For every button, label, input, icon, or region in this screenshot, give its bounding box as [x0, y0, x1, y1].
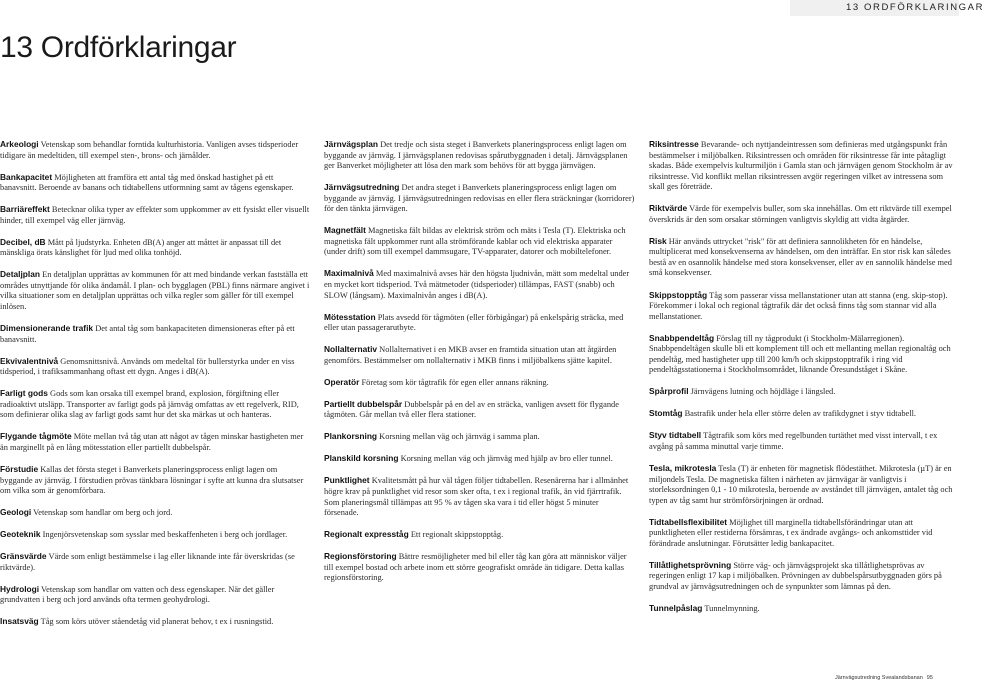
glossary-term: Dimensionerande trafik [0, 323, 94, 334]
glossary-definition: Värde för exempelvis buller, som ska innehållas. Om ett riktvärde till exempel överskrids är den som orsakar störningen vanligtvis skyldig att vidta åtgärder. [649, 204, 952, 224]
glossary-entry [649, 290, 955, 323]
glossary-definition: Ett regionalt skippstopptåg. [410, 530, 504, 540]
glossary-entry [649, 203, 955, 225]
glossary-definition: Tåg som körs utöver ståendetåg vid planerat behov, t ex i rusningstid. [40, 617, 274, 627]
glossary-entry [0, 269, 310, 312]
glossary-definition: Bastrafik under hela eller större delen av trafikdygnet i styv tidtabell. [684, 409, 916, 419]
glossary-entry [324, 344, 635, 366]
glossary-definition: Större väg- och järnvägsprojekt ska tillåtlighetsprövas av regeringen enligt 17 kap i miljöbalken. Prövningen av dubbelspårsutbyggnaden görs på grundval av järnvägsutredningen och de synpunkter som lämnas på den. [649, 560, 942, 591]
glossary-entry [649, 236, 955, 279]
glossary-definition: Genomsnittsnivå. Används om medeltal för bullerstyrka under en viss tidsperiod, i trafiksammanhang oftast ett dygn. Anges i dB(A). [0, 356, 295, 377]
glossary-entry [649, 386, 955, 398]
glossary-term: Plankorsning [324, 431, 378, 442]
glossary-term: Barriäreffekt [0, 204, 50, 215]
glossary-definition: Möjligheten att framföra ett antal tåg med önskad hastighet på ett banavsnitt. Beroende av banans och tidtabellens utformning samt av tågens egenskaper. [0, 172, 294, 193]
glossary-entry [324, 529, 635, 541]
page-footer [835, 675, 959, 681]
glossary-entry [0, 388, 310, 421]
glossary-term: Regionsförstoring [324, 551, 397, 562]
glossary-entry [324, 475, 635, 518]
glossary-term: Tidtabellsflexibilitet [649, 516, 728, 527]
glossary-entry [324, 182, 635, 215]
glossary-term: Decibel, dB [0, 236, 46, 247]
glossary-term: Nollalternativ [324, 344, 378, 355]
glossary-entry [324, 312, 635, 334]
glossary-definition: Vetenskap som behandlar forntida kulturhistoria. Vanligen avses tidsperioder tidigare än medeltiden, till exempel sten-, brons- och järnålder. [0, 140, 299, 160]
glossary-entry [324, 453, 635, 465]
glossary-entry [649, 408, 955, 420]
glossary-definition: Det andra steget i Banverkets planeringsprocess enligt lagen om byggande av järnväg. I järnvägsutredningen redovisas en eller flera sträckningar (korridorer) för den tänkta järnvägen. [324, 183, 635, 214]
glossary-entry [649, 333, 955, 376]
glossary-entry [0, 172, 310, 194]
glossary-term: Tesla, mikrotesla [649, 463, 717, 474]
glossary-entry [0, 431, 310, 453]
running-header: 13 ORDFÖRKLARINGAR [790, 0, 959, 16]
glossary-entry [0, 204, 310, 226]
glossary-definition: Med maximalnivå avses här den högsta ljudnivån, mätt som medeltal under en mycket kort tidsperiod. Två mätmetoder (tidsperioder) tillämpas, FAST (snabb) och SLOW (långsam). Maximalnivån anges i dB(A). [324, 269, 630, 300]
glossary-definition: Dubbelspår på en del av en sträcka, vanligen avsett för flygande tågmöten. Går mellan två eller flera stationer. [324, 399, 619, 420]
glossary-entry [0, 529, 310, 541]
glossary-term: Flygande tågmöte [0, 431, 72, 442]
glossary-definition: Mått på ljudstyrka. Enheten dB(A) anger att måttet är anpassat till det mänskliga örats känslighet för ljud med olika tonhöjd. [0, 237, 282, 258]
glossary-entry [0, 237, 310, 259]
glossary-term: Punktlighet [324, 475, 370, 486]
glossary-definition: Möjlighet till marginella tidtabellsförändringar utan att punktligheten eller restiderna försämras, t ex ändrade avgångs- och ankomsttider vid förändrade anslutningar. Förutsätter ledig bankapacitet. [649, 517, 933, 548]
glossary-definition: Vetenskap som handlar om berg och jord. [33, 508, 173, 518]
glossary-definition: Det tredje och sista steget i Banverkets planeringsprocess enligt lagen om byggande av järnväg. I järnvägsplanen redovisas spårutbyggnaden i detalj. Järnvägsplanen ger Banverket möjligheter att lösa den mark som behövs för att bygga järnvägen. [324, 140, 628, 171]
glossary-entry [649, 560, 955, 593]
glossary-definition: Nollalternativet i en MKB avser en framtida situation utan att åtgärden genomförs. Bestämmelser om nollalternativ i MKB finns i miljöbalkens sjätte kapitel. [324, 345, 617, 365]
glossary-term: Insatsväg [0, 616, 39, 627]
glossary-term: Mötesstation [324, 311, 376, 322]
glossary-definition: Bättre resmöjligheter med bil eller tåg kan göra att människor väljer till exempel bostad och arbete inom ett större geografiskt område än tidigare. Detta kallas regionsförstoring. [324, 552, 627, 583]
glossary-entry [649, 463, 955, 506]
glossary-entry [649, 517, 955, 550]
glossary-definition: Bevarande- och nyttjandeintressen som definieras med utgångspunkt från bestämmelser i miljöbalken. Riksintressen och områden för riksintresse får inte påtagligt skadas. Både exempelvis kulturmiljön i Gamla stan och järnvägen genom Stockholm är av riksintresse. Vid konflikt mellan riksintressen avgör regeringen vilket av intressena som skall ges företräde. [649, 140, 953, 192]
glossary-term: Spårprofil [649, 386, 689, 397]
glossary-term: Ekvivalentnivå [0, 355, 59, 366]
glossary-definition: Magnetiska fält bildas av elektrisk ström och mäts i Tesla (T). Elektriska och magnetiska fält uppkommer runt alla strömförande kablar och vid elektriska apparater (under drift) som till exempel dammsugare, TV-apparater, datorer och mobiltelefoner. [324, 226, 626, 257]
glossary-definition: Tunnelmynning. [704, 604, 760, 613]
glossary-term: Risk [649, 235, 667, 246]
glossary-definition: Värde som enligt bestämmelse i lag eller liknande inte får överskridas (se riktvärde). [0, 552, 295, 572]
glossary-definition: Korsning mellan väg och järnväg i samma plan. [379, 432, 540, 442]
glossary-term: Snabbpendeltåg [649, 332, 715, 343]
glossary-entry [0, 356, 310, 378]
glossary-definition: Här används uttrycket "risk" för att definiera sannolikheten för en händelse, multiplicerat med konsekvenserna av händelsen, om den inträffar. En stor risk kan således bestå av en osannolik händelse med stora konsekvenser, eller av en sannolik händelse med små konsekvenser. [649, 236, 952, 278]
glossary-term: Tunnelpåslag [649, 603, 703, 613]
glossary-definition: Tågtrafik som körs med regelbunden turtäthet med visst intervall, t ex avgång på samma minuttal varje timme. [649, 431, 938, 451]
glossary-term: Riksintresse [649, 139, 699, 149]
glossary-term: Geoteknik [0, 529, 41, 540]
glossary-entry [324, 268, 635, 301]
glossary-entry [324, 431, 635, 443]
glossary-entry [0, 139, 310, 161]
glossary-entry [649, 139, 955, 193]
glossary-definition: Gods som kan orsaka till exempel brand, explosion, förgiftning eller radioaktivt utsläpp. Transporter av farligt gods på järnväg omfattas av ett regelverk, RID, som definierar olika slag av farligt gods samt hur det ska märkas ut och hanteras. [0, 389, 299, 420]
glossary-entry [0, 616, 310, 628]
glossary-term: Bankapacitet [0, 171, 53, 182]
glossary-term: Hydrologi [0, 583, 40, 594]
glossary-term: Tillåtlighetsprövning [649, 559, 732, 570]
glossary-definition: Förslag till ny tågprodukt (i Stockholm-Mälarregionen). Snabbpendeltågen skulle bli ett komplement till och ett mellanting mellan regionaltåg och pendeltåg, med hastigheter upp till 200 km/h och skippstopptrafik i ring vid pendeltågsstationerna i Stockholmsområdet, liknande Öresundståget i Skåne. [649, 333, 951, 375]
glossary-definition: Betecknar olika typer av effekter som uppkommer av ett fysiskt eller visuellt hinder, till exempel väg eller järnväg. [0, 205, 310, 225]
footer-source: Järnvägsutredning Svealandsbanan [835, 675, 923, 681]
glossary-term: Arkeologi [0, 139, 39, 149]
page-title: 13 Ordförklaringar [0, 31, 237, 64]
glossary-term: Farligt gods [0, 388, 48, 399]
glossary-term: Förstudie [0, 463, 39, 474]
glossary-definition: Kallas det första steget i Banverkets planeringsprocess enligt lagen om byggande av järnväg. I förstudien prövas tänkbara lösningar i syfte att kunna dra slutsatser om vilka som är genomförbara. [0, 464, 304, 496]
glossary-definition: Kvalitetsmått på hur väl tågen följer tidtabellen. Resenärerna har i allmänhet högre krav på punktlighet vid resor som sker ofta, t ex i regional trafik, än vid fjärrtrafik. Som planeringsmål tillämpas att 95 % av tågen ska vara i tid eller högst 5 minuter försenade. [324, 476, 629, 518]
glossary-definition: Företag som kör tågtrafik för egen eller annans räkning. [361, 377, 549, 387]
glossary-entry [0, 464, 310, 497]
glossary-term: Operatör [324, 376, 360, 387]
glossary-term: Riktvärde [649, 203, 688, 214]
glossary-term: Järnvägsutredning [324, 182, 400, 193]
glossary-definition: Ingenjörsvetenskap som sysslar med beskaffenheten i berg och jordlager. [42, 530, 288, 540]
glossary-definition: Vetenskap som handlar om vatten och dess egenskaper. När det gäller grundvatten i berg och jord används ofta termen geohydrologi. [0, 584, 275, 605]
glossary-term: Regionalt expresståg [324, 529, 409, 540]
glossary-definition: Det antal tåg som bankapaciteten dimensioneras efter på ett banavsnitt. [0, 324, 295, 344]
glossary-entry [0, 507, 310, 519]
glossary-entry [649, 603, 955, 615]
glossary-entry [0, 323, 310, 345]
glossary-definition: Möte mellan två tåg utan att något av tågen minskar hastigheten mer än marginellt på en lång mötesstation eller partiellt dubbelspår. [0, 432, 304, 452]
glossary-column-2 [324, 139, 635, 594]
glossary-entry [324, 551, 635, 584]
glossary-term: Geologi [0, 507, 32, 518]
glossary-term: Planskild korsning [324, 453, 399, 464]
glossary-term: Styv tidtabell [649, 430, 702, 441]
glossary-term: Järnvägsplan [324, 139, 378, 149]
glossary-definition: Järnvägens lutning och höjdläge i längsled. [690, 387, 836, 397]
glossary-term: Stomtåg [649, 408, 683, 419]
glossary-entry [649, 430, 955, 452]
glossary-term: Magnetfält [324, 225, 366, 236]
glossary-entry [324, 225, 635, 258]
glossary-entry [0, 551, 310, 573]
page-number: 95 [926, 675, 933, 681]
glossary-entry [324, 139, 635, 172]
glossary-column-1 [0, 139, 310, 638]
glossary-term: Detaljplan [0, 269, 41, 280]
glossary-definition: Korsning mellan väg och järnväg med hjälp av bro eller tunnel. [400, 454, 613, 464]
glossary-definition: Plats avsedd för tågmöten (eller förbigångar) på enkelspårig sträcka, med eller utan passagerarutbyte. [324, 312, 624, 333]
glossary-term: Skippstopptåg [649, 289, 708, 300]
glossary-entry [324, 377, 635, 389]
glossary-term: Maximalnivå [324, 268, 374, 279]
glossary-entry [324, 399, 635, 421]
glossary-definition: En detaljplan upprättas av kommunen för att med bindande verkan fastställa ett områdes utnyttjande för olika ändamål. I plan- och bygglagen (PBL) finns närmare angivet i vilka situationer som en detaljplan upprättas och vilka regler som gäller för till exempel inlösen. [0, 270, 310, 312]
glossary-term: Partiellt dubbelspår [324, 398, 403, 409]
glossary-term: Gränsvärde [0, 551, 47, 562]
glossary-definition: Tåg som passerar vissa mellanstationer utan att stanna (eng. skip-stop). Förekommer i lokal och regional tågtrafik där det också finns tåg som stannar vid alla mellanstationer. [649, 290, 948, 321]
glossary-column-3 [649, 139, 955, 625]
glossary-definition: Tesla (T) är enheten för magnetisk flödestäthet. Mikrotesla (µT) är en miljondels Tesla. De magnetiska fälten i närheten av järnvägar är vanligtvis i storleksordningen 0,1 - 10 mikrotesla, beroende av avståndet till järnvägen, antalet tåg och typen av tåg samt hur strömförsörjningen är ordnad. [649, 464, 953, 505]
glossary-entry [0, 584, 310, 606]
